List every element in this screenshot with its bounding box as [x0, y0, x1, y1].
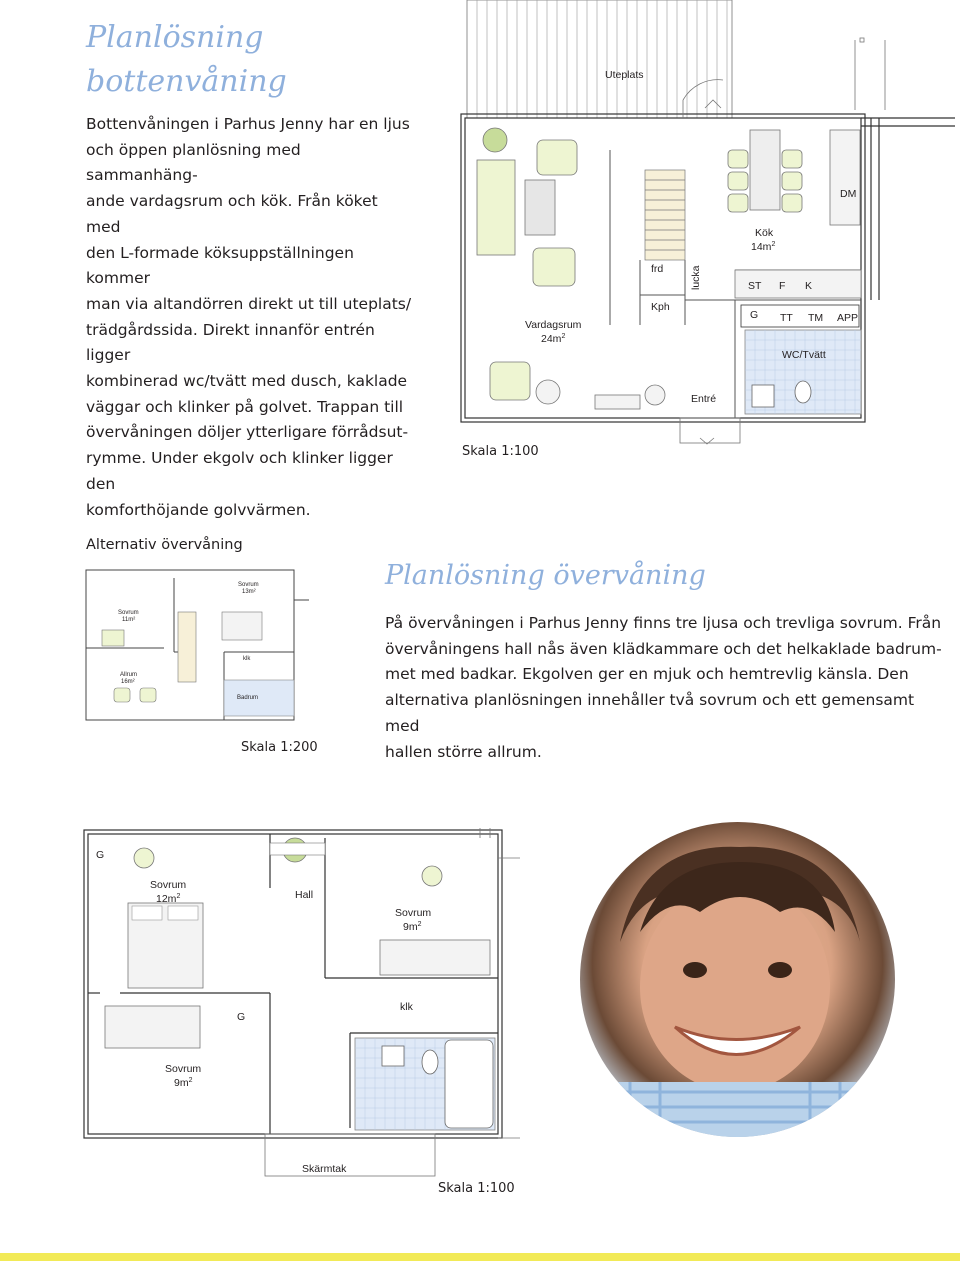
- deck: [467, 0, 732, 118]
- alt-floor-plan: [84, 560, 314, 730]
- label-app: APP: [837, 312, 859, 324]
- alt-label-allrum: Allrum: [120, 672, 138, 678]
- bathroom-tiles: [355, 1038, 495, 1130]
- alt-label-klk: klk: [243, 656, 251, 662]
- upper-label-g1: G: [96, 849, 105, 861]
- upper-paragraph-line: hallen större allrum.: [385, 742, 542, 761]
- upper-paragraph-line: alternativa planlösningen innehåller två sovrum och ett gemensamt med: [385, 691, 915, 735]
- alt-label-sovrum2: Sovrum: [238, 582, 259, 588]
- ground-paragraph-line: den L-formade köksuppställningen kommer: [86, 243, 354, 288]
- upper-paragraph-line: övervåningens hall nås även klädkammare och det helkaklade badrum-: [385, 639, 942, 658]
- ground-paragraph-line: kombinerad wc/tvätt med dusch, kaklade: [86, 372, 408, 391]
- label-g: G: [750, 309, 759, 321]
- alt-label-sovrum1-area: 11m²: [122, 617, 136, 623]
- ground-title-line1: Planlösning: [86, 20, 264, 55]
- ground-floor-plan: [455, 0, 960, 465]
- living-room-furniture: [477, 128, 665, 409]
- upper-label-g2: G: [237, 1011, 246, 1023]
- label-tm: TM: [808, 312, 824, 324]
- label-wc: WC/Tvätt: [782, 349, 826, 361]
- ground-paragraph-line: trädgårdssida. Direkt innanför entrén ligger: [86, 320, 375, 365]
- label-tt: TT: [780, 312, 793, 324]
- upper-label-sovrum-a: Sovrum: [150, 879, 187, 891]
- upper-label-sovrum-c-area: $9m^2$: [174, 1077, 193, 1089]
- alt-label-sovrum1: Sovrum: [118, 610, 139, 616]
- upper-label-sovrum-c: Sovrum: [165, 1063, 202, 1075]
- alt-scale: Skala 1:200: [241, 740, 318, 755]
- upper-title: Planlösning övervåning: [385, 560, 706, 591]
- ground-paragraph-line: rymme. Under ekgolv och klinker ligger den: [86, 449, 393, 493]
- upper-label-hall: Hall: [295, 889, 314, 901]
- label-st: ST: [748, 280, 762, 292]
- label-f: F: [779, 280, 786, 292]
- ground-title-line2: bottenvåning: [86, 64, 287, 99]
- upper-label-klk: klk: [400, 1001, 413, 1013]
- alt-label-allrum-area: 16m²: [121, 679, 135, 685]
- label-kok-area: $14m^2$: [751, 241, 776, 253]
- label-frd: frd: [651, 263, 664, 275]
- bed-sovrum-9a: [105, 1006, 200, 1048]
- upper-label-sovrum-b: Sovrum: [395, 907, 432, 919]
- label-entre: Entré: [691, 393, 717, 405]
- bottom-accent-bar: [0, 1253, 960, 1261]
- label-lucka: lucka: [690, 265, 702, 290]
- upper-label-skarmtak: Skärmtak: [302, 1163, 347, 1175]
- alt-heading: Alternativ övervåning: [86, 537, 243, 553]
- upper-label-sovrum-a-area: $12m^2$: [156, 893, 181, 905]
- upper-paragraph-line: met med badkar. Ekgolven ger en mjuk och hemtrevlig känsla. Den: [385, 665, 909, 684]
- ground-paragraph-line: komforthöjande golvvärmen.: [86, 500, 311, 519]
- ground-paragraph-line: man via altandörren direkt ut till uteplats/: [86, 294, 412, 313]
- label-vardagsrum: Vardagsrum: [525, 319, 582, 331]
- ground-paragraph-line: övervåningen döljer ytterligare förrådsut-: [86, 423, 409, 442]
- upper-scale: Skala 1:100: [438, 1181, 515, 1196]
- label-kph: Kph: [651, 301, 670, 313]
- label-k: K: [805, 280, 813, 292]
- alt-label-badrum: Badrum: [237, 695, 259, 701]
- upper-paragraph-line: På övervåningen i Parhus Jenny finns tre ljusa och trevliga sovrum. Från: [385, 614, 942, 632]
- label-uteplats: Uteplats: [605, 69, 644, 81]
- staircase: [645, 170, 685, 260]
- alt-label-sovrum2-area: 13m²: [242, 589, 256, 595]
- upper-floor-plan: [80, 828, 520, 1180]
- bed-sovrum-9b: [380, 940, 490, 975]
- ground-scale: Skala 1:100: [462, 444, 539, 459]
- ground-paragraph-line: och öppen planlösning med sammanhäng-: [86, 140, 301, 185]
- label-kok: Kök: [755, 227, 774, 239]
- label-dm: DM: [840, 188, 857, 200]
- upper-paragraph: [385, 611, 945, 765]
- ground-paragraph-line: ande vardagsrum och kök. Från köket med: [86, 192, 378, 236]
- girl-photo: [580, 822, 895, 1137]
- dining-table: [728, 130, 802, 212]
- ground-paragraph-line: väggar och klinker på golvet. Trappan till: [86, 397, 404, 416]
- ground-paragraph-line: Bottenvåningen i Parhus Jenny har en ljus: [86, 115, 410, 133]
- label-vardagsrum-area: $24m^2$: [541, 333, 566, 345]
- ground-paragraph: [86, 112, 416, 523]
- upper-label-sovrum-b-area: $9m^2$: [403, 921, 422, 933]
